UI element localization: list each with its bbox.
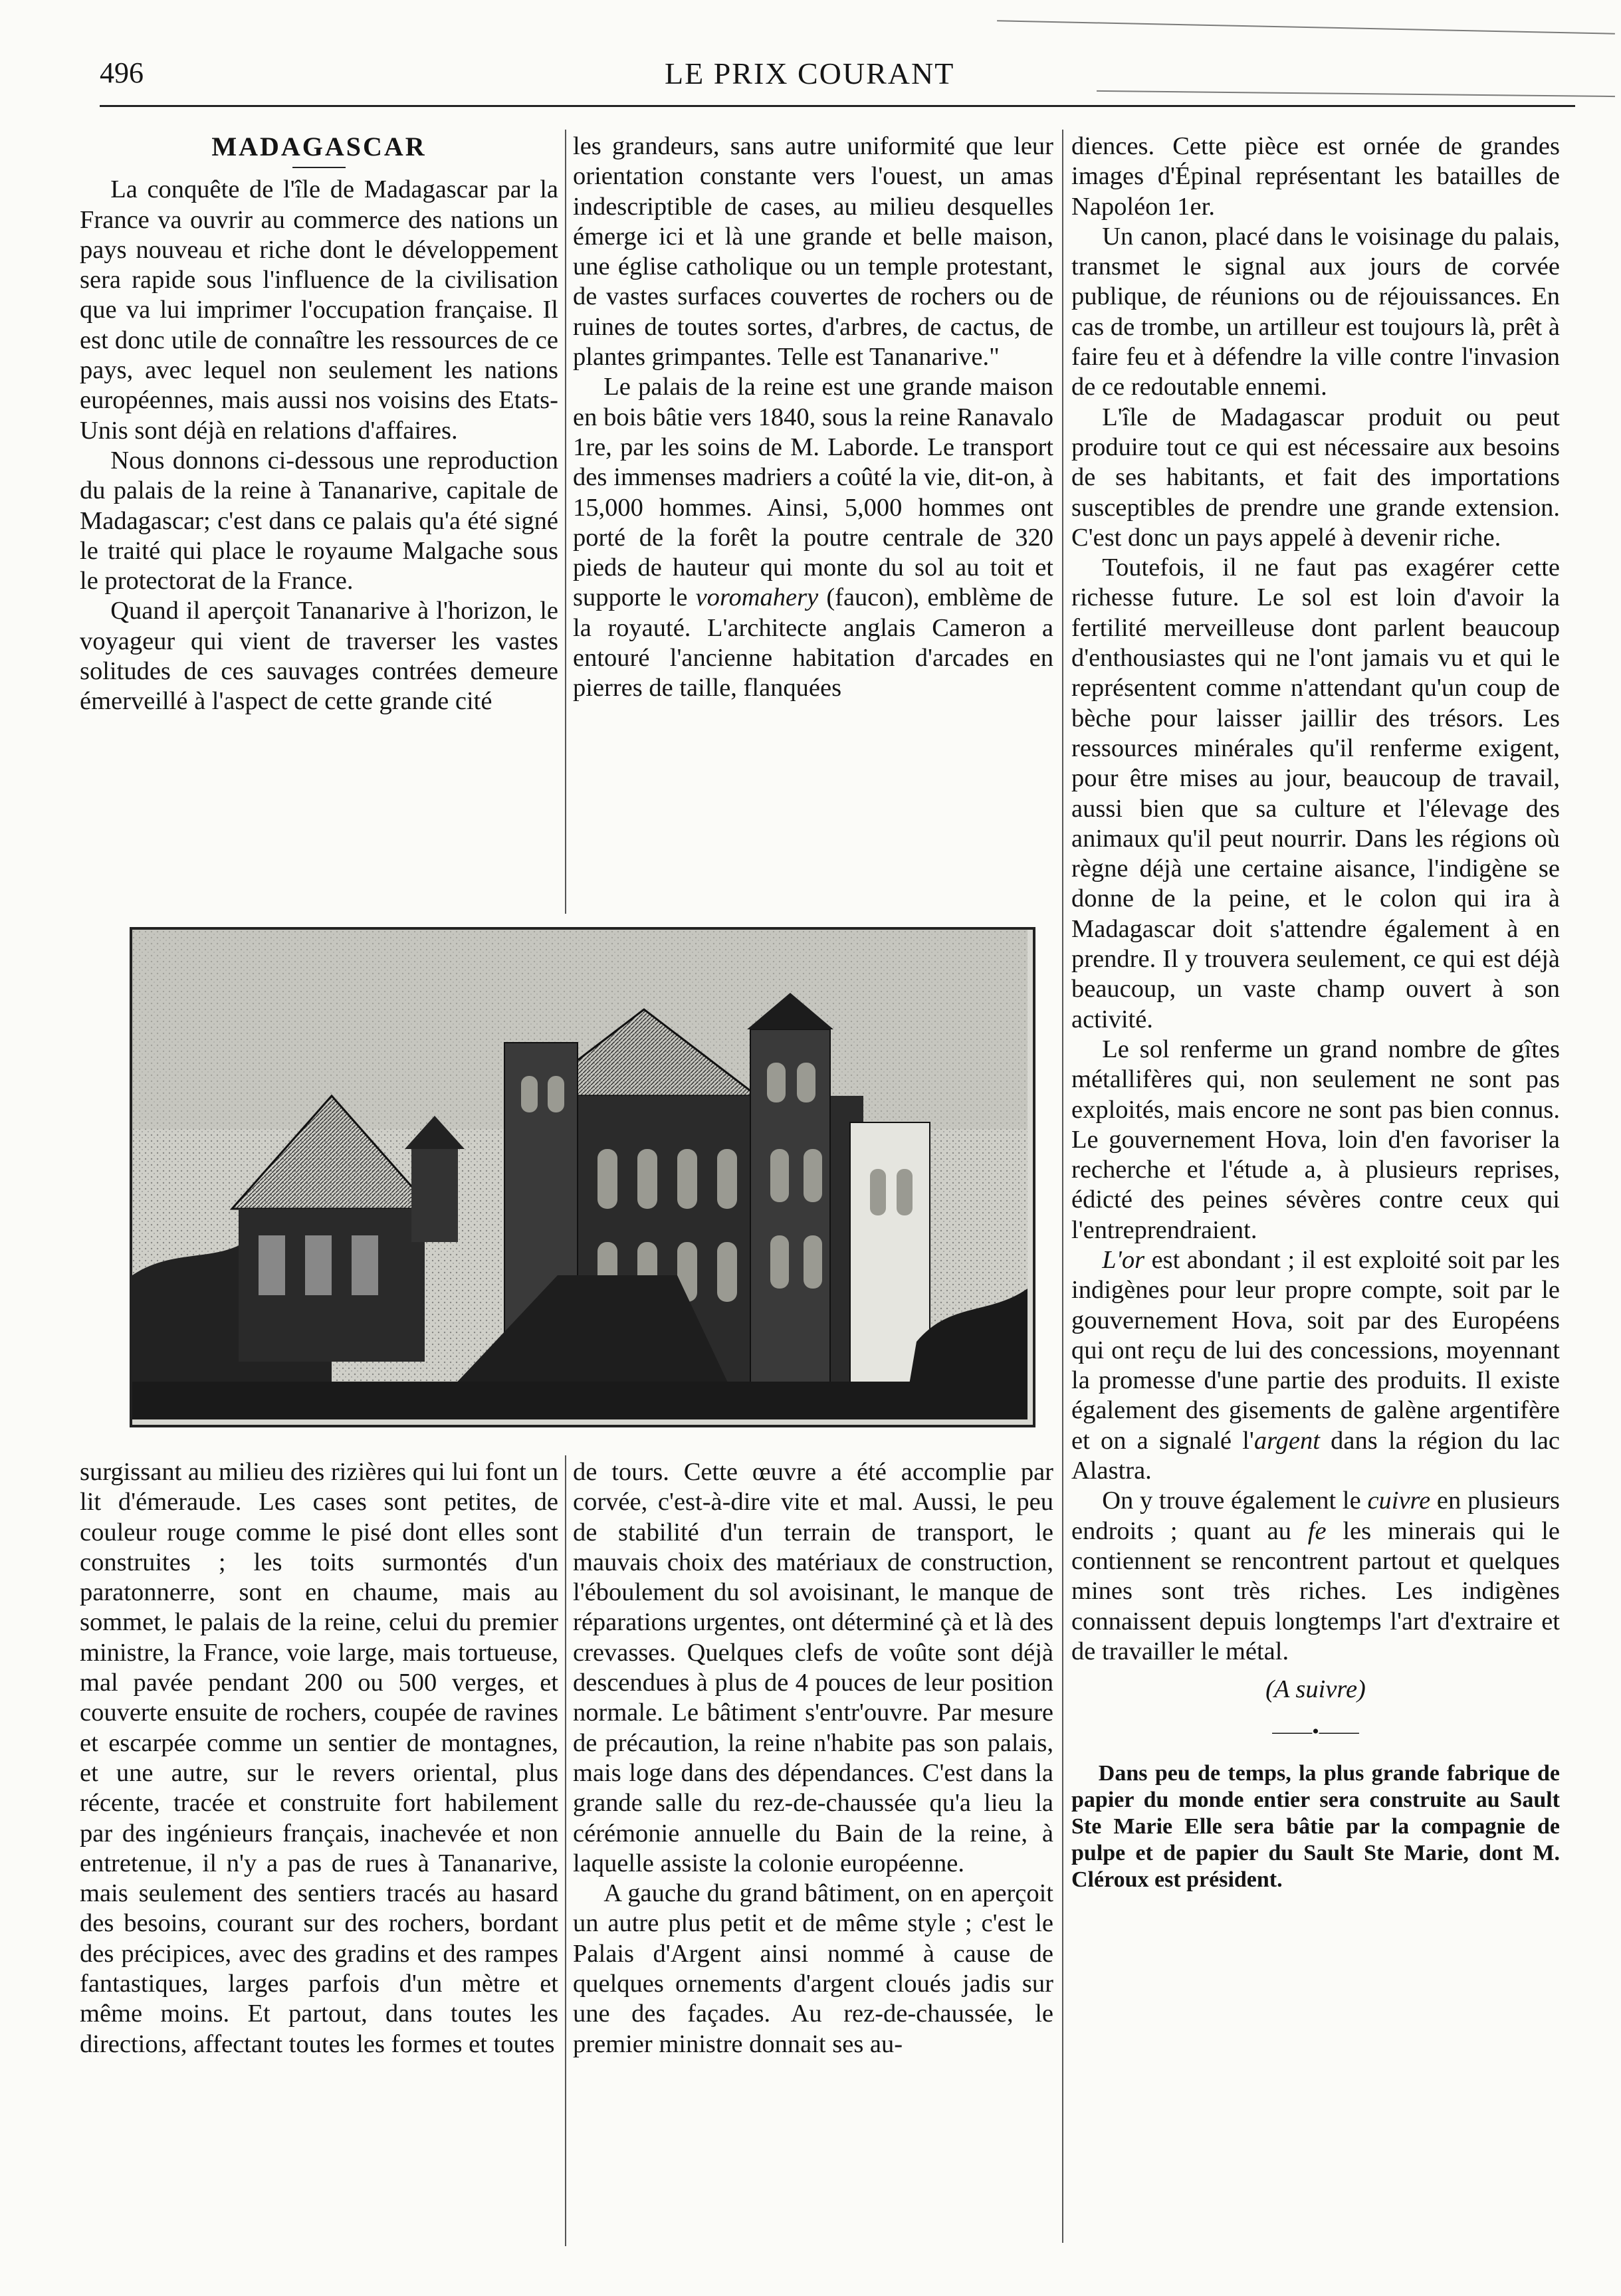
- text-run: est abondant ; il est exploité soit par les indigènes pour leur propre compte, soit par le gouvernement Hova, soit par des Européens qui ont reçu de lui des concessions, moyennant la promesse d'une partie des produits. Il existe également des gisements de galène argentifère et on a signalé l': [1071, 1245, 1560, 1455]
- paragraph: A gauche du grand bâtiment, on en aperçoit un autre plus petit et de même style ; c'est le Palais d'Argent ainsi nommé à cause de quelques ornements d'argent cloués jadis sur une des façades. Au rez-de-chaussée, le premier ministre donnait ses au-: [573, 1879, 1053, 2058]
- column-1-top: [80, 132, 558, 717]
- column-2-bottom: [573, 1457, 1053, 2059]
- to-be-continued: (A suivre): [1265, 1675, 1366, 1704]
- palace-illustration: [130, 927, 1035, 1427]
- page-number: 496: [100, 56, 144, 89]
- paragraph: Un canon, placé dans le voisinage du palais, transmet le signal aux jours de corvée publique, de réunions ou de réjouissances. En cas de trombe, un artilleur est toujours là, prêt à faire feu et à défendre la ville contre l'invasion de ce redoutable ennemi.: [1071, 222, 1560, 401]
- paragraph: Quand il aperçoit Tananarive à l'horizon, le voyageur qui vient de traverser les vastes solitudes de ces sauvages contrées demeure émerveillé à l'aspect de cette grande cité: [80, 597, 558, 716]
- italic-word: L'or: [1102, 1245, 1145, 1274]
- text-run: en plusieurs endroits ; quant au: [1071, 1487, 1561, 1545]
- paragraph: Toutefois, il ne faut pas exagérer cette richesse future. Le sol est loin d'avoir la fertilité merveilleuse dont parlent beaucoup d'enthousiastes qui ne l'ont jamais vu et qui le représentent comme n'attendant qu'un coup de bèche pour laisser jaillir des trésors. Les ressources minérales qu'il renferme exigent, pour être mises au jour, beaucoup de travail, aussi bien que sa culture et l'élevage des animaux qu'il peut nourrir. Dans les régions où règne déjà une certaine aisance, l'indigène se donne de la peine, et le colon qui ira à Madagascar doit s'attendre également à en prendre. Il y trouvera seulement, ce qui est déjà beaucoup, un vaste champ ouvert à son activité.: [1071, 554, 1560, 1033]
- paragraph: La conquête de l'île de Madagascar par la France va ouvrir au commerce des nations un pays nouveau et riche dont le développement sera rapide sous l'influence de la civilisation que va lui imprimer l'occupation française. Il est donc utile de connaître les ressources de ce pays, avec lequel non seulement les nations européennes, mais aussi nos voisins des Etats-Unis sont déjà en relations d'affaires.: [80, 175, 558, 445]
- column-rule: [1062, 130, 1063, 2243]
- paragraph: L'île de Madagascar produit ou peut produire tout ce qui est nécessaire aux besoins de ses habitants, et fait des importations susceptibles de prendre une grande extension. C'est donc un pays appelé à devenir riche.: [1071, 403, 1560, 552]
- paragraph: de tours. Cette œuvre a été accomplie par corvée, c'est-à-dire vite et mal. Aussi, le peu de stabilité d'un terrain de transport, le mauvais choix des matériaux de construction, l'éboulement du sol avoisinant, le manque de réparations urgentes, ont déterminé çà et là des crevasses. Quelques clefs de voûte sont déjà descendues à plus de 4 pouces de leur position normale. Le bâtiment s'entr'ouvre. Par mesure de précaution, la reine n'habite pas son palais, mais loge dans des dépendances. C'est dans la grande salle du rez-de-chaussée qu'a lieu la cérémonie annuelle du Bain de la reine, à laquelle assiste la colonie européenne.: [573, 1458, 1053, 1877]
- journal-title: LE PRIX COURANT: [665, 56, 955, 90]
- headline-rule: [292, 167, 346, 168]
- column-rule: [565, 1455, 566, 2246]
- text-run: (faucon), emblème de la royauté. L'architecte anglais Cameron a entouré l'ancienne habitation d'arcades en pierres de taille, flanquées: [573, 583, 1053, 702]
- palace-engraving: [132, 930, 1027, 1419]
- column-1-bottom: [80, 1457, 558, 2059]
- italic-word: fe: [1307, 1516, 1327, 1545]
- news-brief: Dans peu de temps, la plus grande fabrique de papier du monde entier sera construite au Sault Ste Marie Elle sera bâtie par la compagnie de pulpe et de papier du Sault Ste Marie, dont M. Cléroux est président.: [1071, 1760, 1560, 1892]
- text-run: On y trouve également le: [1102, 1487, 1368, 1515]
- article-headline: MADAGASCAR: [211, 132, 427, 161]
- paragraph: Nous donnons ci-dessous une reproduction du palais de la reine à Tananarive, capitale de Madagascar; c'est dans ce palais qu'a été signé le traité qui place le royaume Malgache sous le protectorat de la France.: [80, 446, 558, 595]
- column-2-top: [573, 132, 1053, 704]
- paragraph: diences. Cette pièce est ornée de grandes images d'Épinal représentant les batailles de Napoléon 1er.: [1071, 132, 1560, 221]
- paragraph: les grandeurs, sans autre uniformité que leur orientation constante vers l'ouest, un amas indescriptible de cases, au milieu desquelles émerge ici et là une grande et belle maison, une église catholique ou un temple protestant, de vastes surfaces couvertes de rochers ou de ruines de toutes sortes, d'arbres, de cactus, de plantes grimpantes. Telle est Tananarive.": [573, 132, 1053, 371]
- paragraph: Le sol renferme un grand nombre de gîtes métallifères qui, non seulement ne sont pas exploités, mais encore ne sont pas bien connus. Le gouvernement Hova, loin d'en favoriser la recherche et l'étude a, à plusieurs reprises, édicté des peines sévères contre ceux qui l'entreprendraient.: [1071, 1035, 1560, 1244]
- paragraph: [1071, 1486, 1560, 1667]
- column-3: [1071, 132, 1560, 1893]
- paragraph: [1071, 1245, 1560, 1486]
- header-rule: [100, 105, 1575, 107]
- page-header: [100, 47, 1562, 100]
- italic-word: argent: [1253, 1426, 1320, 1455]
- ornament-divider: ——•——: [1272, 1721, 1359, 1743]
- paragraph: [573, 372, 1053, 703]
- column-rule: [565, 130, 566, 914]
- scan-line: [997, 20, 1615, 34]
- italic-word: cuivre: [1367, 1487, 1431, 1515]
- text-run: dans la région du lac Alastra.: [1071, 1426, 1560, 1485]
- text-run: les minerais qui le contiennent se rencontrent partout et quelques mines sont très riches. Les indigènes connaissent depuis longtemps l'art d'extraire et de travailler le métal.: [1071, 1516, 1560, 1665]
- text-run: Le palais de la reine est une grande maison en bois bâtie vers 1840, sous la reine Ranavalo 1re, par les soins de M. Laborde. Le transport des immenses madriers a coûté la vie, dit-on, à 15,000 hommes. Ainsi, 5,000 hommes ont porté de la forêt la poutre centrale de 320 pieds de hauteur qui monte du sol au toit et supporte le: [573, 373, 1053, 612]
- paragraph: surgissant au milieu des rizières qui lui font un lit d'émeraude. Les cases sont petites, de couleur rouge comme le pisé dont elles sont construites ; les toits surmontés d'un paratonnerre, sont en chaume, mais au sommet, le palais de la reine, celui du premier ministre, la France, voie large, mais tortueuse, mal pavée pendant 200 ou 500 verges, et couverte ensuite de rochers, coupée de ravines et escarpée comme un sentier de montagnes, et une autre, sur le revers oriental, plus récente, tracée et construite fort habilement par des ingénieurs français, inachevée et non entretenue, il n'y a pas de rues à Tananarive, mais seulement des sentiers tracés au hasard des besoins, courant sur des rochers, bordant des précipices, avec des gradins et des rampes fantastiques, larges parfois d'un mètre et même moins. Et partout, dans toutes les directions, affectant toutes les formes et toutes: [80, 1458, 558, 2058]
- italic-word: voromahery: [695, 583, 819, 612]
